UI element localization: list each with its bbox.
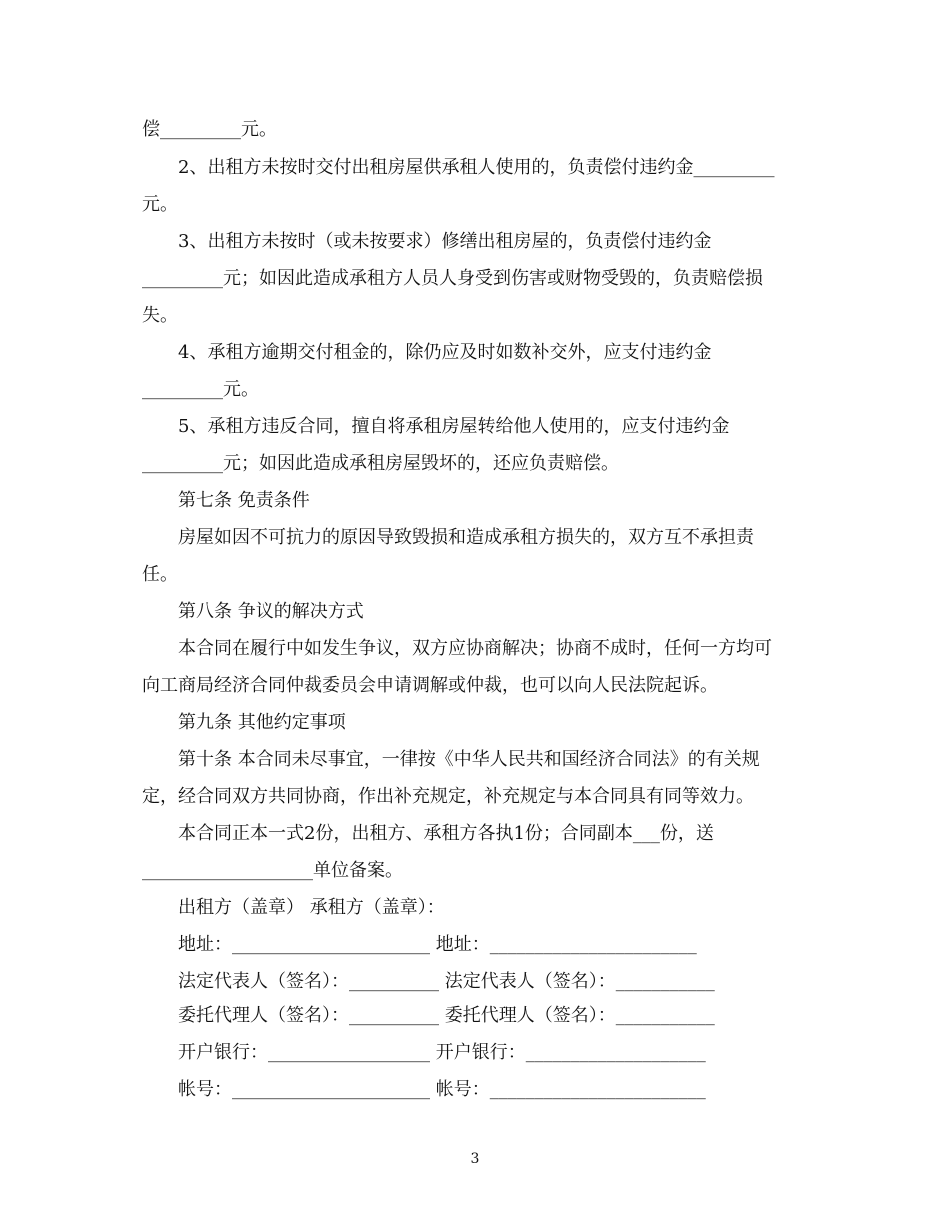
text-line: 3、出租方未按时（或未按要求）修缮出租房屋的，负责偿付违约金 xyxy=(178,231,712,252)
signature-account-line: 帐号：______________________ 帐号：________________________ xyxy=(178,1079,706,1100)
text-line: ___________________单位备案。 xyxy=(142,860,403,881)
text-line: 定，经合同双方共同协商，作出补充规定，补充规定与本合同具有同等效力。 xyxy=(142,786,754,807)
text-line: _________元；如因此造成承租方人员人身受到伤害或财物受毁的，负责赔偿损 xyxy=(142,268,763,289)
signature-heading: 出租方（盖章） 承租方（盖章）： xyxy=(178,897,445,918)
page-number: 3 xyxy=(470,1151,480,1167)
text-line: 房屋如因不可抗力的原因导致毁损和造成承租方损失的，双方互不承担责 xyxy=(178,527,754,548)
text-line: 第十条 本合同未尽事宜，一律按《中华人民共和国经济合同法》的有关规 xyxy=(178,749,760,770)
text-line: 本合同在履行中如发生争议，双方应协商解决；协商不成时，任何一方均可 xyxy=(178,638,772,659)
text-line: 向工商局经济合同仲裁委员会申请调解或仲裁，也可以向人民法院起诉。 xyxy=(142,675,718,696)
text-line: _________元；如因此造成承租房屋毁坏的，还应负责赔偿。 xyxy=(142,453,619,474)
text-line: 本合同正本一式2份，出租方、承租方各执1份；合同副本___份，送 xyxy=(178,823,714,844)
text-line: 任。 xyxy=(142,564,178,585)
text-line: _________元。 xyxy=(142,379,259,400)
signature-agent-line: 委托代理人（签名）：__________ 委托代理人（签名）：___________ xyxy=(178,1005,715,1026)
section-heading: 第九条 其他约定事项 xyxy=(178,712,346,733)
text-line: 失。 xyxy=(142,305,178,326)
text-line: 元。 xyxy=(142,194,178,215)
text-line: 4、承租方逾期交付租金的，除仍应及时如数补交外，应支付违约金 xyxy=(178,342,712,363)
signature-legal-rep-line: 法定代表人（签名）：__________ 法定代表人（签名）：___________ xyxy=(178,971,715,992)
text-line: 5、承租方违反合同，擅自将承租房屋转给他人使用的，应支付违约金 xyxy=(178,416,730,437)
section-heading: 第七条 免责条件 xyxy=(178,490,310,511)
text-line: 2、出租方未按时交付出租房屋供承租人使用的，负责偿付违约金_________ xyxy=(178,157,775,178)
signature-address-line: 地址：______________________ 地址：_______________________ xyxy=(178,934,697,955)
section-heading: 第八条 争议的解决方式 xyxy=(178,601,364,622)
text-line: 偿_________元。 xyxy=(142,119,277,140)
signature-bank-line: 开户银行：__________________ 开户银行：____________________ xyxy=(178,1042,706,1063)
